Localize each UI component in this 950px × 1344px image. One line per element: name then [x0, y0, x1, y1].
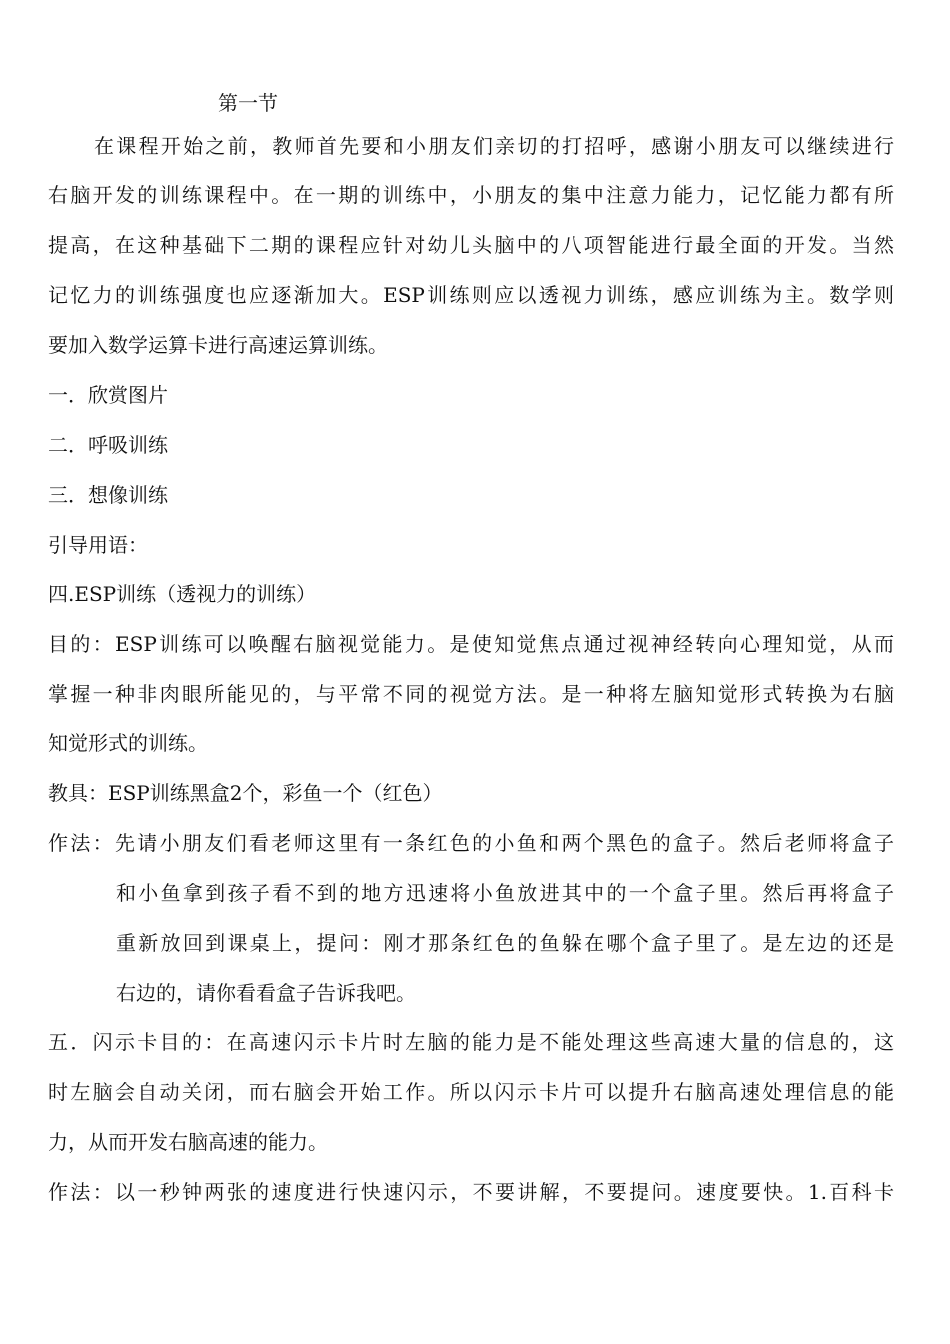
flash-card-method: 作法：以一秒钟两张的速度进行快速闪示，不要讲解，不要提问。速度要快。1.百科卡 — [48, 1180, 894, 1204]
intro-line-5: 要加入数学运算卡进行高速运算训练。 — [48, 333, 388, 357]
intro-line-4: 记忆力的训练强度也应逐渐加大。ESP训练则应以透视力训练，感应训练为主。数学则 — [48, 283, 894, 307]
item-appreciate-pictures: 一．欣赏图片 — [48, 383, 168, 407]
intro-line-1: 在课程开始之前，教师首先要和小朋友们亲切的打招呼，感谢小朋友可以继续进行 — [94, 134, 894, 158]
section-title: 第一节 — [218, 91, 278, 115]
esp-purpose-line-3: 知觉形式的训练。 — [48, 731, 208, 755]
esp-tools: 教具：ESP训练黑盒2个，彩鱼一个（红色） — [48, 781, 443, 805]
guide-words-label: 引导用语： — [48, 533, 148, 557]
esp-purpose-line-1: 目的：ESP训练可以唤醒右脑视觉能力。是使知觉焦点通过视神经转向心理知觉，从而 — [48, 632, 894, 656]
intro-line-3: 提高，在这种基础下二期的课程应针对幼儿头脑中的八项智能进行最全面的开发。当然 — [48, 233, 894, 257]
intro-line-2: 右脑开发的训练课程中。在一期的训练中，小朋友的集中注意力能力，记忆能力都有所 — [48, 183, 894, 207]
esp-method-line-1: 作法：先请小朋友们看老师这里有一条红色的小鱼和两个黑色的盒子。然后老师将盒子 — [48, 831, 894, 855]
flash-card-line-1: 五．闪示卡目的：在高速闪示卡片时左脑的能力是不能处理这些高速大量的信息的，这 — [48, 1030, 894, 1054]
esp-purpose-line-2: 掌握一种非肉眼所能见的，与平常不同的视觉方法。是一种将左脑知觉形式转换为右脑 — [48, 682, 894, 706]
item-esp-training: 四.ESP训练（透视力的训练） — [48, 582, 317, 606]
flash-card-line-3: 力，从而开发右脑高速的能力。 — [48, 1130, 328, 1154]
item-imagination-training: 三．想像训练 — [48, 483, 168, 507]
flash-card-line-2: 时左脑会自动关闭，而右脑会开始工作。所以闪示卡片可以提升右脑高速处理信息的能 — [48, 1080, 894, 1104]
esp-method-line-2: 和小鱼拿到孩子看不到的地方迅速将小鱼放进其中的一个盒子里。然后再将盒子 — [116, 881, 894, 905]
esp-method-line-3: 重新放回到课桌上，提问：刚才那条红色的鱼躲在哪个盒子里了。是左边的还是 — [116, 931, 894, 955]
item-breathing-training: 二．呼吸训练 — [48, 433, 168, 457]
esp-method-line-4: 右边的，请你看看盒子告诉我吧。 — [116, 981, 416, 1005]
